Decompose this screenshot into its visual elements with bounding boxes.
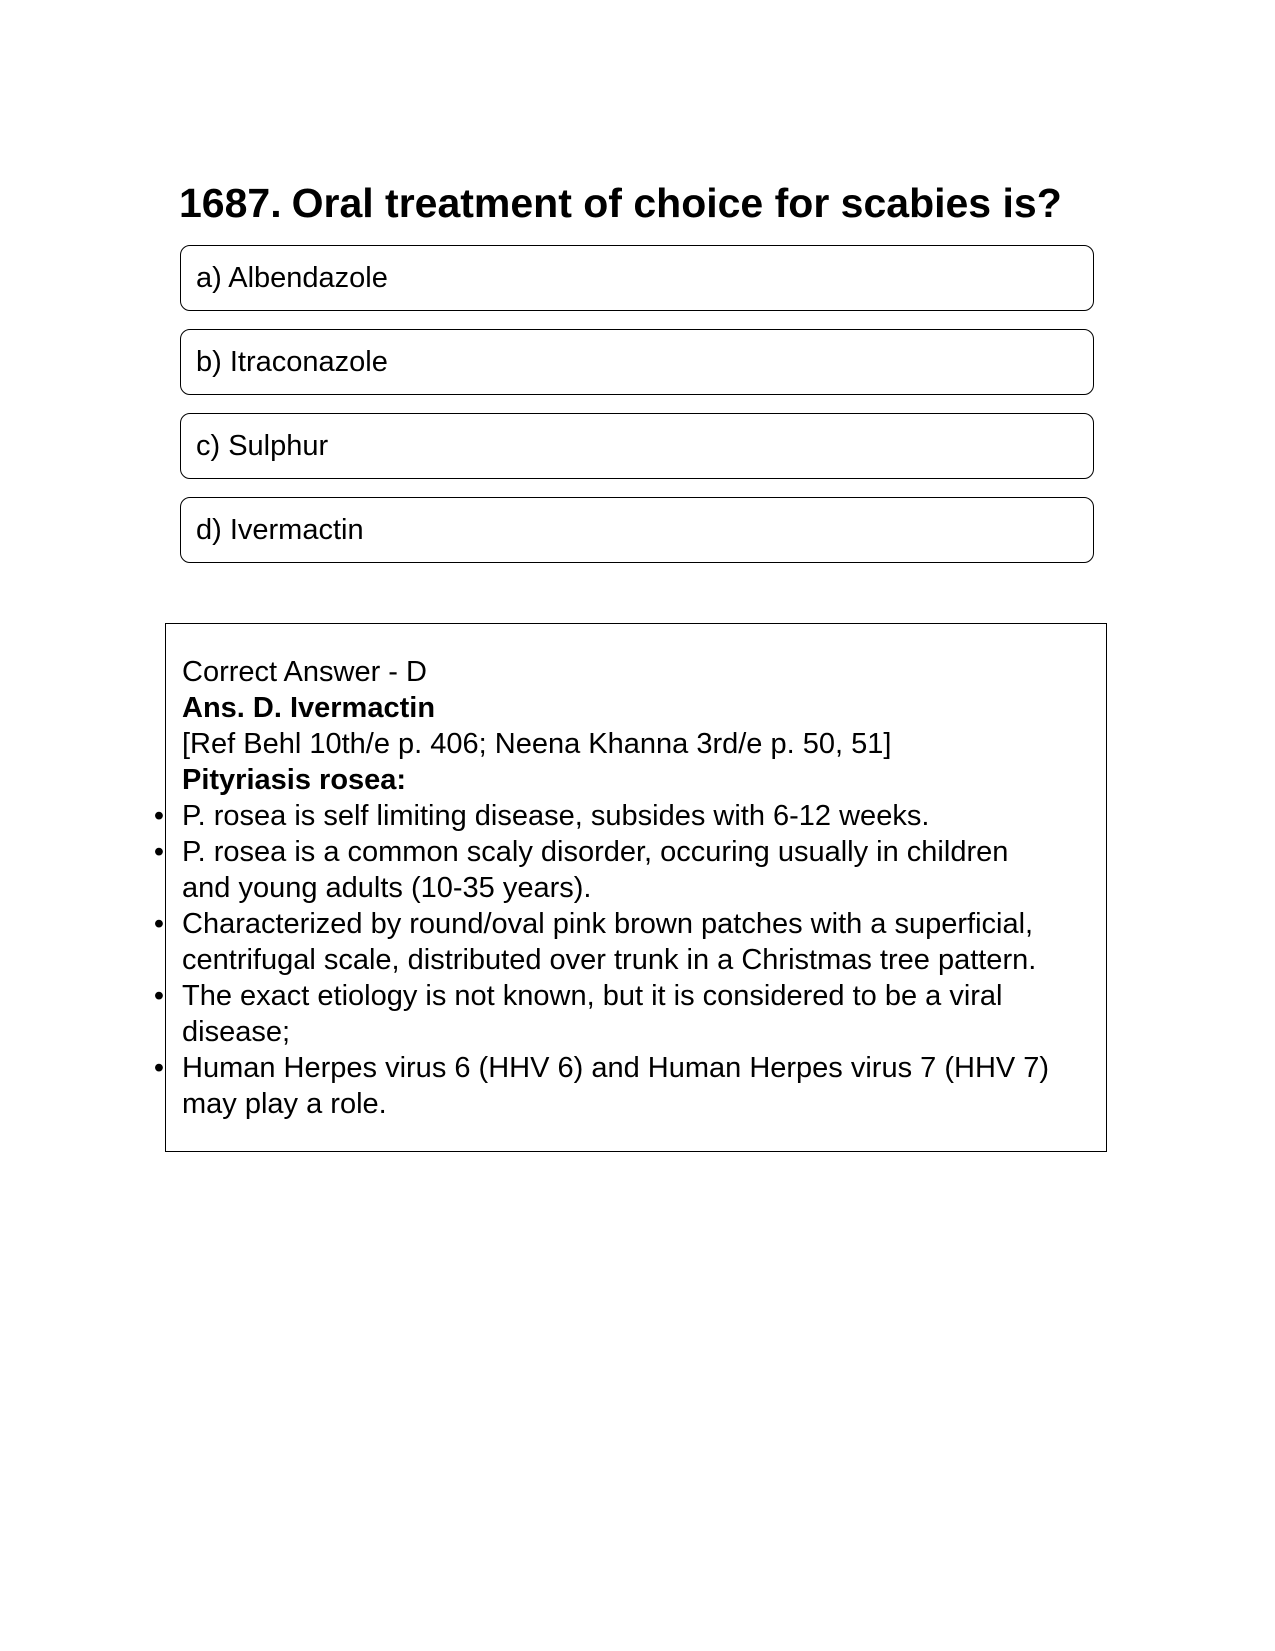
- bullet-icon: •: [153, 1052, 165, 1084]
- list-item: [153, 1050, 1090, 1122]
- bullet-icon: •: [153, 980, 165, 1012]
- bullet-icon: •: [153, 836, 165, 868]
- question-number: 1687.: [179, 180, 282, 226]
- list-item: [153, 906, 1090, 978]
- list-item: [153, 798, 1090, 834]
- option-b[interactable]: b) Itraconazole: [180, 329, 1094, 395]
- list-item-text: may play a role.: [182, 1088, 387, 1120]
- bullet-icon: •: [153, 908, 165, 940]
- question-text: Oral treatment of choice for scabies is?: [291, 180, 1062, 226]
- list-item-text: and young adults (10-35 years).: [182, 872, 592, 904]
- answer-heading: Ans. D. Ivermactin: [182, 692, 436, 724]
- list-item-text: Characterized by round/oval pink brown patches with a superficial,: [182, 908, 1034, 940]
- list-item: [153, 834, 1090, 906]
- list-item-text: P. rosea is self limiting disease, subsides with 6-12 weeks.: [182, 800, 930, 832]
- list-item-text: The exact etiology is not known, but it is considered to be a viral: [182, 980, 1003, 1012]
- list-item-text: Human Herpes virus 6 (HHV 6) and Human Herpes virus 7 (HHV 7): [182, 1052, 1050, 1084]
- option-c[interactable]: c) Sulphur: [180, 413, 1094, 479]
- bullet-icon: •: [153, 800, 165, 832]
- explanation-list: [153, 798, 1090, 1122]
- question-title: [179, 178, 1062, 228]
- list-item-text: centrifugal scale, distributed over trunk in a Christmas tree pattern.: [182, 944, 1037, 976]
- option-d[interactable]: d) Ivermactin: [180, 497, 1094, 563]
- list-item-text: P. rosea is a common scaly disorder, occuring usually in children: [182, 836, 1009, 868]
- reference-line: [Ref Behl 10th/e p. 406; Neena Khanna 3rd/e p. 50, 51]: [182, 728, 892, 760]
- list-item: [153, 978, 1090, 1050]
- correct-answer-line: Correct Answer - D: [182, 656, 427, 688]
- section-heading: Pityriasis rosea:: [182, 764, 407, 796]
- answer-explanation-box: [153, 623, 1107, 1152]
- list-item-text: disease;: [182, 1016, 291, 1048]
- option-a[interactable]: a) Albendazole: [180, 245, 1094, 311]
